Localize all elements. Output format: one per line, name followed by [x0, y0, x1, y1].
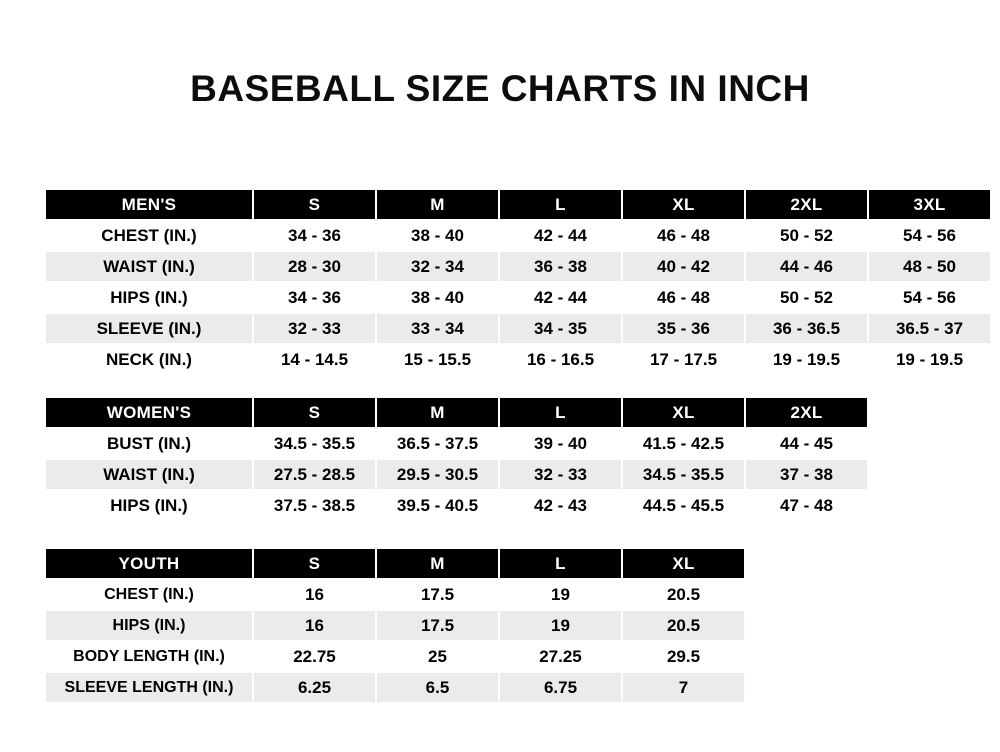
cell-value: 39 - 40: [499, 428, 622, 459]
cell-value: 34.5 - 35.5: [253, 428, 376, 459]
mens-header-l: L: [499, 189, 622, 220]
cell-value: 32 - 33: [499, 459, 622, 490]
womens-header-s: S: [253, 397, 376, 428]
womens-header-xl: XL: [622, 397, 745, 428]
cell-value: 50 - 52: [745, 282, 868, 313]
mens-size-table: [44, 188, 992, 376]
cell-value: 34 - 36: [253, 220, 376, 251]
cell-value: 44 - 46: [745, 251, 868, 282]
row-label: WAIST (IN.): [45, 459, 253, 490]
cell-value: 17.5: [376, 579, 499, 610]
cell-value: 20.5: [622, 610, 745, 641]
womens-table-header: [45, 397, 868, 428]
cell-value: 42 - 44: [499, 282, 622, 313]
page-title: BASEBALL SIZE CHARTS IN INCH: [190, 68, 810, 109]
cell-value: 42 - 43: [499, 490, 622, 521]
cell-value: 39.5 - 40.5: [376, 490, 499, 521]
cell-value: 37.5 - 38.5: [253, 490, 376, 521]
mens-header-3xl: 3XL: [868, 189, 991, 220]
row-label: WAIST (IN.): [45, 251, 253, 282]
cell-value: 28 - 30: [253, 251, 376, 282]
cell-value: 15 - 15.5: [376, 344, 499, 375]
table-header-row: [45, 397, 868, 428]
row-label: BUST (IN.): [45, 428, 253, 459]
womens-size-table: [44, 396, 869, 522]
cell-value: 54 - 56: [868, 282, 991, 313]
cell-value: 36 - 38: [499, 251, 622, 282]
cell-value: 19: [499, 579, 622, 610]
cell-value: 6.25: [253, 672, 376, 703]
womens-header-m: M: [376, 397, 499, 428]
table-row: [45, 428, 868, 459]
cell-value: 27.5 - 28.5: [253, 459, 376, 490]
cell-value: 27.25: [499, 641, 622, 672]
youth-table-header: [45, 548, 745, 579]
mens-header-2xl: 2XL: [745, 189, 868, 220]
cell-value: 25: [376, 641, 499, 672]
cell-value: 44.5 - 45.5: [622, 490, 745, 521]
mens-header-xl: XL: [622, 189, 745, 220]
cell-value: 14 - 14.5: [253, 344, 376, 375]
cell-value: 38 - 40: [376, 220, 499, 251]
cell-value: 36.5 - 37: [868, 313, 991, 344]
cell-value: 32 - 34: [376, 251, 499, 282]
youth-header-m: M: [376, 548, 499, 579]
cell-value: 35 - 36: [622, 313, 745, 344]
mens-table-body: [45, 220, 991, 375]
youth-header-l: L: [499, 548, 622, 579]
youth-size-table: [44, 547, 746, 704]
cell-value: 20.5: [622, 579, 745, 610]
mens-table-header: [45, 189, 991, 220]
cell-value: 17 - 17.5: [622, 344, 745, 375]
youth-table-body: [45, 579, 745, 703]
cell-value: 29.5: [622, 641, 745, 672]
table-row: [45, 282, 991, 313]
row-label: HIPS (IN.): [45, 490, 253, 521]
cell-value: 34.5 - 35.5: [622, 459, 745, 490]
womens-table-body: [45, 428, 868, 521]
cell-value: 41.5 - 42.5: [622, 428, 745, 459]
cell-value: 33 - 34: [376, 313, 499, 344]
cell-value: 16 - 16.5: [499, 344, 622, 375]
cell-value: 6.75: [499, 672, 622, 703]
cell-value: 19 - 19.5: [868, 344, 991, 375]
cell-value: 40 - 42: [622, 251, 745, 282]
cell-value: 29.5 - 30.5: [376, 459, 499, 490]
cell-value: 42 - 44: [499, 220, 622, 251]
youth-header-xl: XL: [622, 548, 745, 579]
cell-value: 36 - 36.5: [745, 313, 868, 344]
mens-header-category: MEN'S: [45, 189, 253, 220]
cell-value: 38 - 40: [376, 282, 499, 313]
table-row: [45, 251, 991, 282]
youth-header-s: S: [253, 548, 376, 579]
cell-value: 16: [253, 579, 376, 610]
cell-value: 19 - 19.5: [745, 344, 868, 375]
cell-value: 46 - 48: [622, 220, 745, 251]
cell-value: 34 - 35: [499, 313, 622, 344]
cell-value: 32 - 33: [253, 313, 376, 344]
table-row: [45, 220, 991, 251]
table-row: [45, 459, 868, 490]
row-label: NECK (IN.): [45, 344, 253, 375]
table-row: [45, 641, 745, 672]
cell-value: 22.75: [253, 641, 376, 672]
cell-value: 46 - 48: [622, 282, 745, 313]
row-label: HIPS (IN.): [45, 610, 253, 641]
table-row: [45, 313, 991, 344]
mens-header-s: S: [253, 189, 376, 220]
womens-header-category: WOMEN'S: [45, 397, 253, 428]
cell-value: 54 - 56: [868, 220, 991, 251]
womens-header-l: L: [499, 397, 622, 428]
row-label: SLEEVE (IN.): [45, 313, 253, 344]
cell-value: 17.5: [376, 610, 499, 641]
cell-value: 44 - 45: [745, 428, 868, 459]
table-header-row: [45, 548, 745, 579]
row-label: CHEST (IN.): [45, 220, 253, 251]
row-label: CHEST (IN.): [45, 579, 253, 610]
youth-header-category: YOUTH: [45, 548, 253, 579]
table-row: [45, 672, 745, 703]
cell-value: 48 - 50: [868, 251, 991, 282]
cell-value: 19: [499, 610, 622, 641]
row-label: SLEEVE LENGTH (IN.): [45, 672, 253, 703]
youth-size-chart: [44, 547, 746, 704]
table-row: [45, 579, 745, 610]
cell-value: 36.5 - 37.5: [376, 428, 499, 459]
row-label: HIPS (IN.): [45, 282, 253, 313]
womens-header-2xl: 2XL: [745, 397, 868, 428]
cell-value: 47 - 48: [745, 490, 868, 521]
table-row: [45, 344, 991, 375]
cell-value: 16: [253, 610, 376, 641]
cell-value: 34 - 36: [253, 282, 376, 313]
mens-size-chart: [44, 188, 992, 376]
table-row: [45, 610, 745, 641]
cell-value: 6.5: [376, 672, 499, 703]
table-row: [45, 490, 868, 521]
cell-value: 50 - 52: [745, 220, 868, 251]
womens-size-chart: [44, 396, 869, 522]
mens-header-m: M: [376, 189, 499, 220]
table-header-row: [45, 189, 991, 220]
cell-value: 7: [622, 672, 745, 703]
cell-value: 37 - 38: [745, 459, 868, 490]
row-label: BODY LENGTH (IN.): [45, 641, 253, 672]
